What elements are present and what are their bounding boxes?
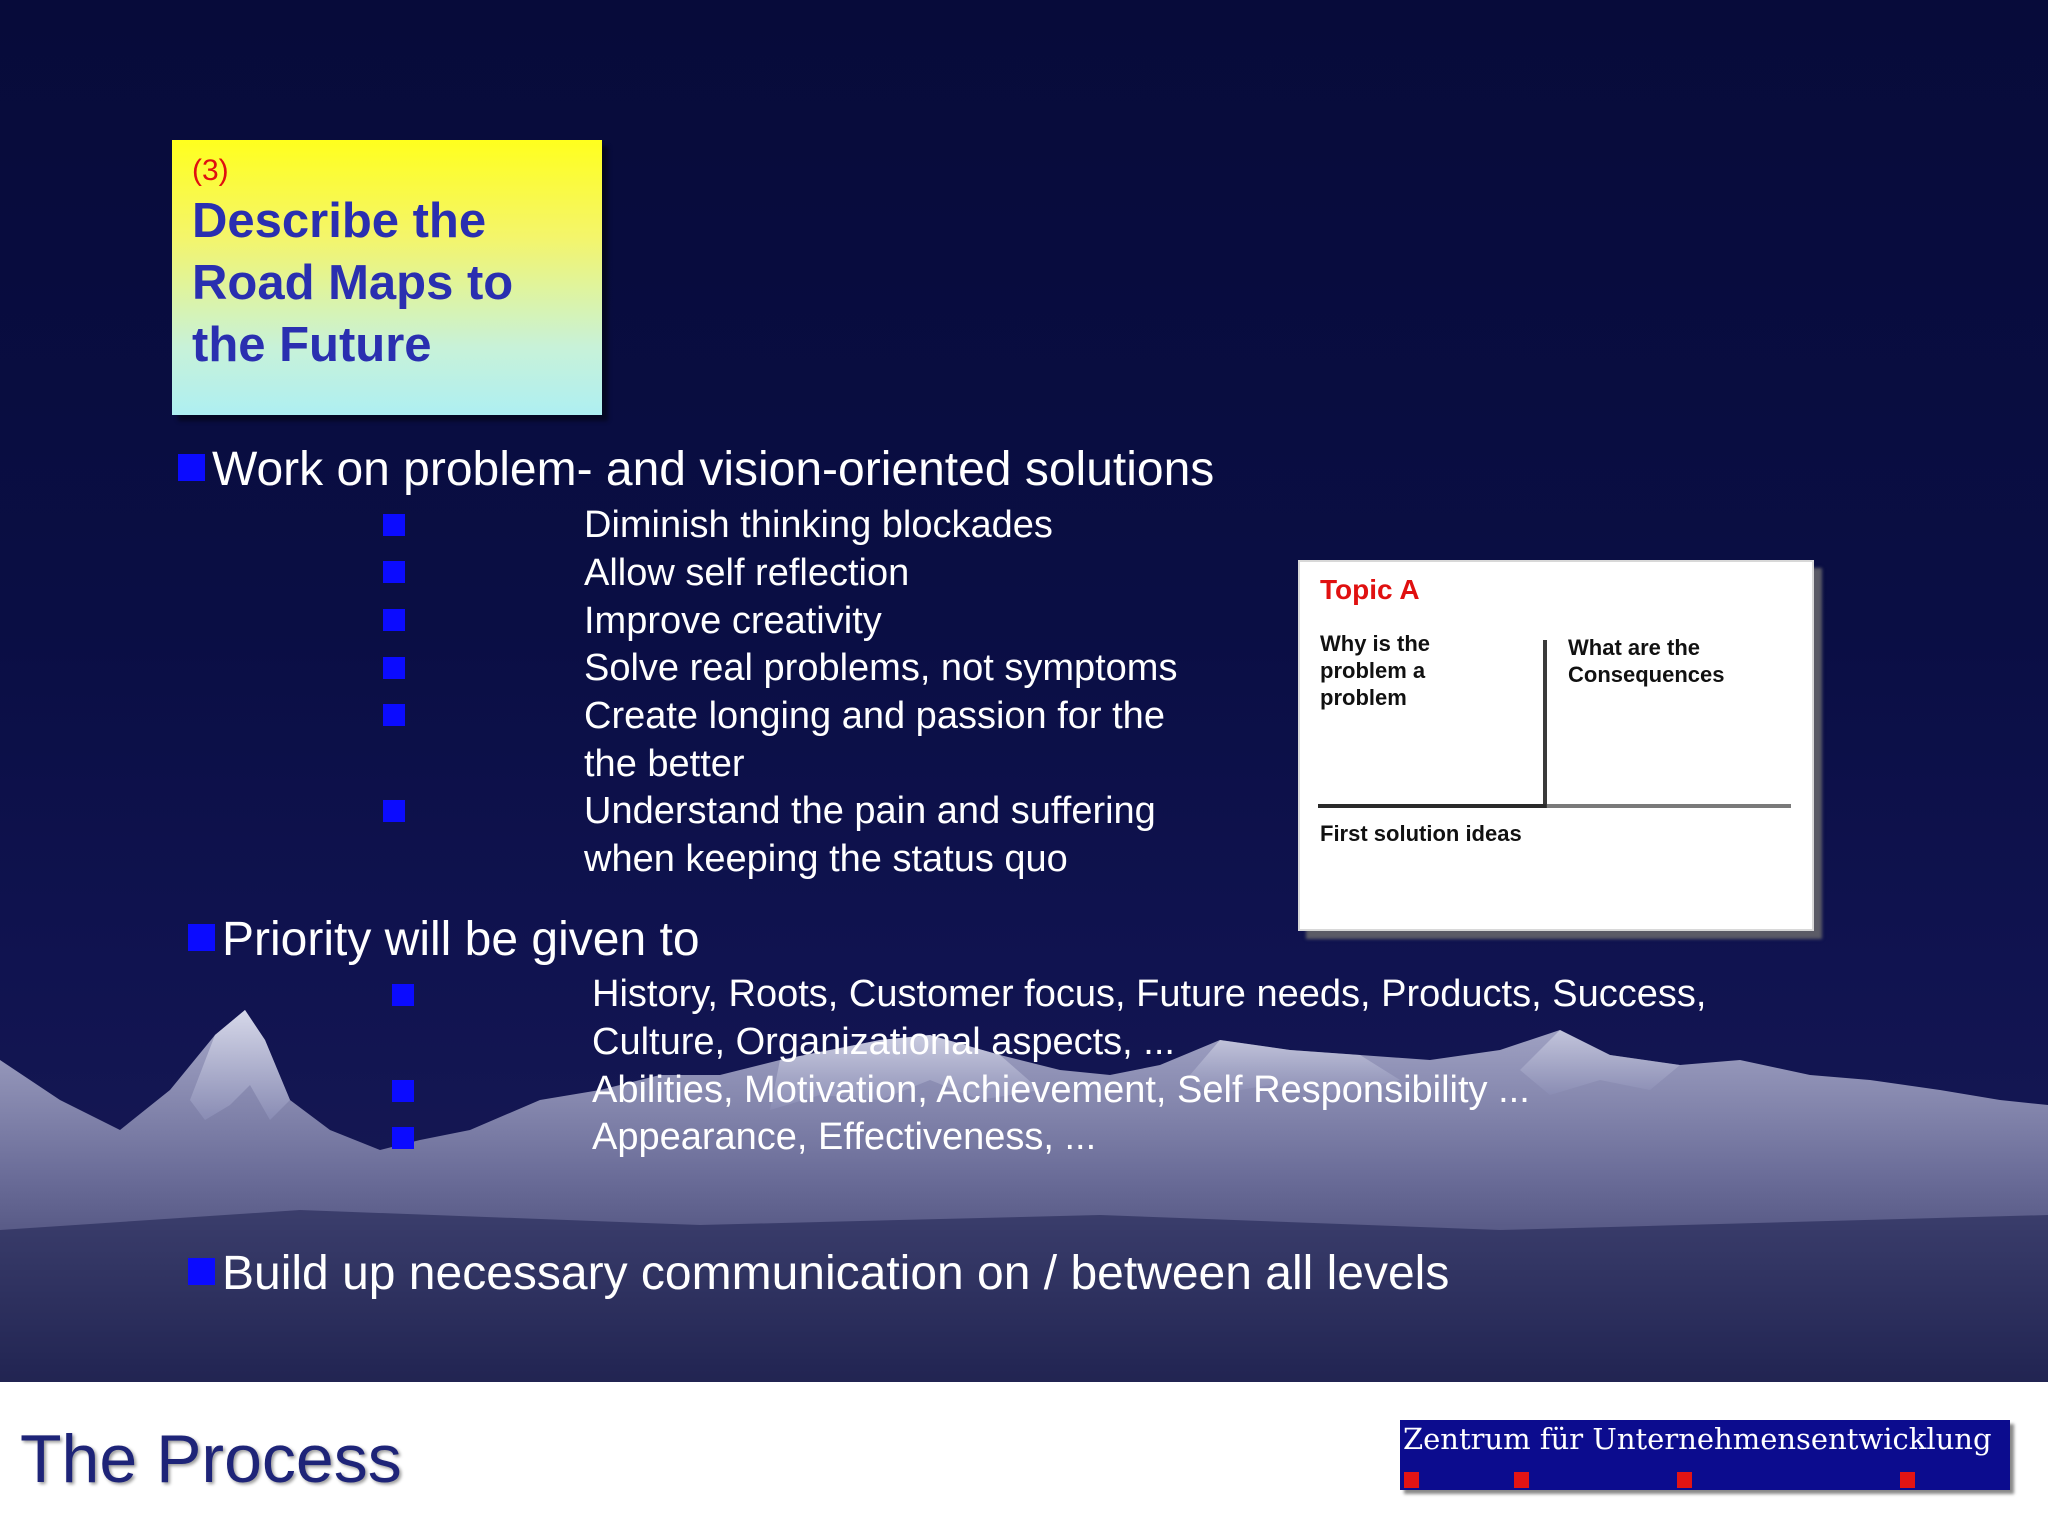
card-text-line: Why is the — [1320, 631, 1431, 656]
bullet-square — [383, 800, 405, 822]
topic-worksheet-card — [1298, 560, 1814, 931]
list-item: Improve creativity — [584, 600, 882, 642]
list-item: Solve real problems, not symptoms — [584, 647, 1178, 689]
card-divider-horizontal — [1318, 804, 1546, 808]
section-heading-communication: Build up necessary communication on / between all levels — [222, 1247, 1450, 1300]
bullet-square — [392, 1127, 414, 1149]
bullet-square — [188, 924, 215, 951]
card-text-line: problem a — [1320, 658, 1426, 683]
bullet-square — [392, 984, 414, 1006]
bullet-square — [383, 704, 405, 726]
list-item-continued: when keeping the status quo — [584, 838, 1068, 880]
logo-dot — [1404, 1472, 1419, 1488]
bullet-square — [383, 657, 405, 679]
card-left-question — [1320, 630, 1430, 711]
logo-dot — [1900, 1472, 1915, 1488]
card-topic-title: Topic A — [1320, 574, 1420, 605]
bullet-square — [383, 514, 405, 536]
card-text-line: What are the — [1568, 635, 1701, 660]
section-heading-solutions: Work on problem- and vision-oriented solutions — [212, 443, 1215, 496]
card-text-line: Consequences — [1568, 662, 1725, 687]
sticky-title-line: Road Maps to — [192, 256, 514, 310]
footer-title: The Process — [20, 1421, 402, 1497]
logo-text: Zentrum für Unternehmensentwicklung — [1403, 1422, 1992, 1456]
card-right-question — [1568, 634, 1725, 688]
logo-dot — [1677, 1472, 1692, 1488]
list-item: Allow self reflection — [584, 552, 910, 594]
list-item: Create longing and passion for the — [584, 695, 1165, 737]
card-divider-vertical — [1543, 640, 1547, 808]
list-item: History, Roots, Customer focus, Future needs, Products, Success, — [592, 973, 1707, 1015]
bullet-square — [383, 609, 405, 631]
logo-dot — [1514, 1472, 1529, 1488]
sticky-title-line: the Future — [192, 318, 432, 372]
sticky-title — [192, 190, 592, 376]
bullet-square — [392, 1080, 414, 1102]
card-bottom-label: First solution ideas — [1320, 821, 1522, 846]
card-divider-horizontal — [1547, 804, 1791, 808]
list-item-continued: the better — [584, 743, 745, 785]
bullet-square — [178, 454, 205, 481]
section-sticky-note — [172, 140, 602, 415]
section-heading-priority: Priority will be given to — [222, 913, 700, 966]
list-item-continued: Culture, Organizational aspects, ... — [592, 1021, 1175, 1063]
step-number: (3) — [192, 154, 229, 187]
list-item: Diminish thinking blockades — [584, 504, 1053, 546]
sticky-title-line: Describe the — [192, 194, 487, 248]
list-item: Understand the pain and suffering — [584, 790, 1156, 832]
list-item: Appearance, Effectiveness, ... — [592, 1116, 1097, 1158]
bullet-square — [188, 1258, 215, 1285]
bullet-square — [383, 561, 405, 583]
card-text-line: problem — [1320, 685, 1407, 710]
list-item: Abilities, Motivation, Achievement, Self Responsibility ... — [592, 1069, 1530, 1111]
company-logo — [1400, 1420, 2010, 1490]
